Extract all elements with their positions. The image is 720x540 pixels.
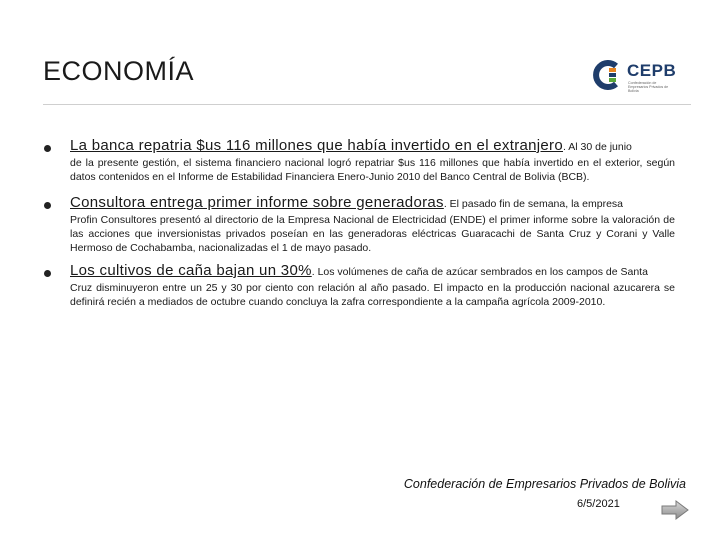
footer-organization: Confederación de Empresarios Privados de Bolivia bbox=[403, 477, 686, 491]
next-arrow-icon[interactable] bbox=[661, 500, 689, 520]
news-lead-1: . Al 30 de junio bbox=[563, 141, 632, 153]
news-body-2: Profin Consultores presentó al directorio de la Empresa Nacional de Electricidad (ENDE) el primer informe sobre la valoración de las acciones que inversionistas privados poseían en las generadoras eléctricas Guaracachi de Santa Cruz y Corani y Valle Hermoso de Cochabamba, nacionalizadas el 1 de mayo pasado. bbox=[70, 214, 675, 254]
cepb-logo-icon bbox=[592, 58, 626, 92]
bullet-dot bbox=[44, 202, 51, 209]
news-body-1: de la presente gestión, el sistema financiero nacional logró repatriar $us 116 millones que había invertido en el exterior, según datos contenidos en el Informe de Estabilidad Financiera Enero-Junio 2010 del Banco Central de Bolivia (BCB). bbox=[70, 157, 675, 183]
news-item-1 bbox=[70, 137, 675, 184]
cepb-logo bbox=[590, 56, 680, 94]
logo-wordmark: CEPB bbox=[627, 61, 677, 80]
news-headline-1[interactable]: La banca repatria $us 116 millones que había invertido en el extranjero bbox=[70, 137, 563, 154]
news-headline-3[interactable]: Los cultivos de caña bajan un 30% bbox=[70, 262, 312, 279]
bullet-dot bbox=[44, 145, 51, 152]
news-item-3 bbox=[70, 262, 675, 309]
title-divider bbox=[43, 104, 691, 105]
news-lead-3: . Los volúmenes de caña de azúcar sembrados en los campos de Santa bbox=[311, 266, 648, 278]
footer-date: 6/5/2021 bbox=[577, 498, 620, 510]
logo-subtitle: Confederación de Empresarios Privados de Bolivia bbox=[628, 81, 669, 94]
slide-title: ECONOMÍA bbox=[43, 56, 195, 86]
news-body-3: Cruz disminuyeron entre un 25 y 30 por ciento con relación al año pasado. El impacto en la producción nacional azucarera se definirá recién a mediados de octubre cuando concluya la zafra correspondiente a la campaña agrícola 2009-2010. bbox=[70, 282, 675, 308]
bullet-dot bbox=[44, 270, 51, 277]
news-item-2 bbox=[70, 194, 675, 255]
news-lead-2: . El pasado fin de semana, la empresa bbox=[443, 198, 624, 210]
news-headline-2[interactable]: Consultora entrega primer informe sobre generadoras bbox=[70, 194, 444, 211]
